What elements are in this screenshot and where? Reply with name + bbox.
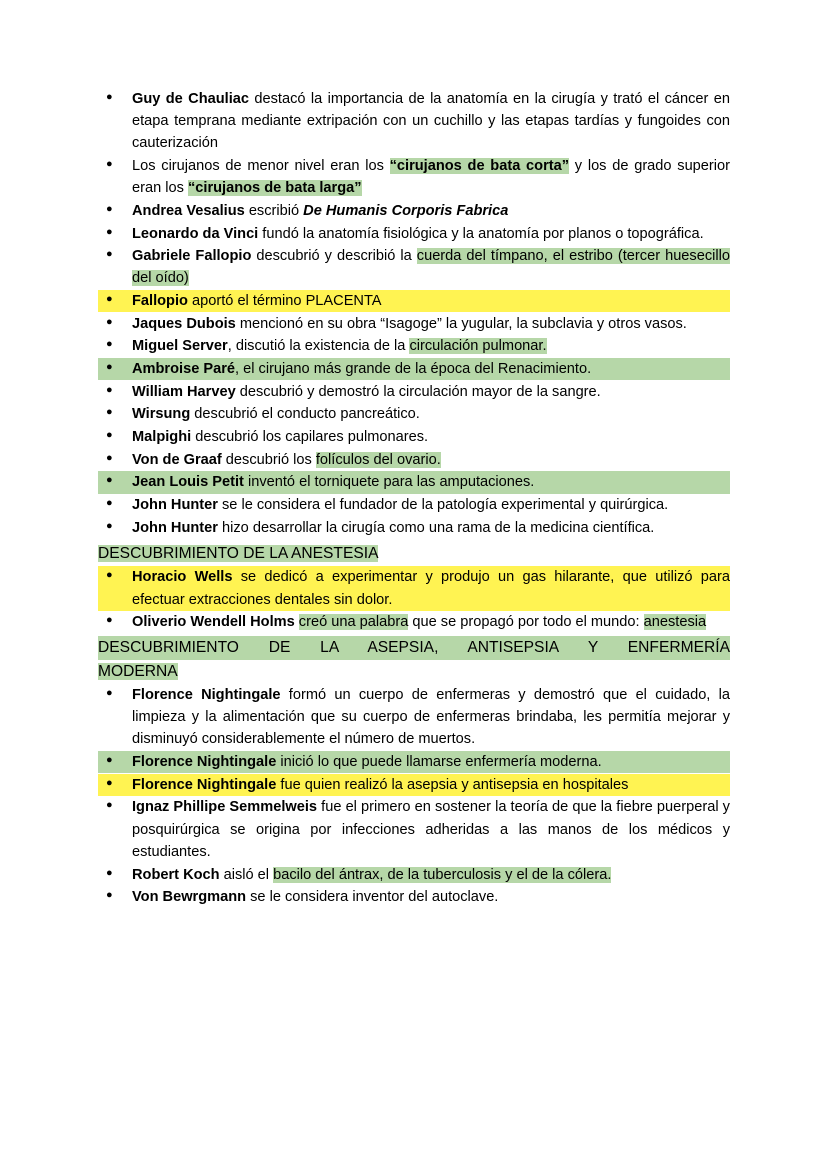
list-item-text: fundó la anatomía fisiológica y la anatomía por planos o topográfica. (258, 225, 704, 242)
list-item-text: John Hunter (132, 519, 218, 536)
list-item (98, 335, 730, 357)
list-item-text: Von Bewrgmann (132, 889, 247, 906)
list-item-text: Jaques Dubois (132, 315, 236, 332)
list-item-text: que se propagó por todo el mundo: (408, 614, 644, 631)
list-item-text: circulación pulmonar. (409, 338, 547, 355)
list-item (98, 245, 730, 289)
list-item-text: se le considera inventor del autoclave. (246, 889, 499, 906)
list-item (98, 223, 730, 245)
section-heading-anesthesia-text: DESCUBRIMIENTO DE LA ANESTESIA (98, 544, 379, 562)
list-item-text: William Harvey (132, 383, 236, 400)
list-item-text: Gabriele Fallopio (132, 248, 252, 265)
list-item-text: descubrió los capilares pulmonares. (191, 429, 429, 446)
list-item-text: cuerda del tímpano, el estribo (tercer huesecillo del oído) (132, 248, 730, 287)
list-item-text: Andrea Vesalius (132, 202, 245, 219)
list-item (98, 684, 730, 751)
list-item-text: hizo desarrollar la cirugía como una rama de la medicina científica. (217, 519, 655, 536)
list-item-text: creó una palabra (298, 614, 409, 631)
list-item-text: Guy de Chauliac (132, 91, 250, 107)
list-item-text: aportó el término PLACENTA (187, 293, 382, 310)
list-item (98, 155, 730, 199)
list-item-text: De Humanis Corporis Fabrica (303, 202, 509, 219)
list-item-text: Wirsung (132, 406, 191, 423)
list-item (98, 200, 730, 222)
list-item-text: Ambroise Paré (132, 361, 236, 378)
list-item-text: formó un cuerpo de enfermeras y demostró que el cuidado, la limpieza y la alimentación que su cuerpo de enfermeras brindaba, les permitía mejorar y disminuyó considerablemente el número de muertos. (132, 687, 730, 748)
list-item-text: inventó el torniquete para las amputaciones. (243, 474, 535, 491)
list-item-text: aisló el (219, 866, 274, 883)
list-item (98, 403, 730, 425)
list-item (98, 774, 730, 796)
list-item-text: descubrió los (221, 451, 316, 468)
list-item-text: descubrió y demostró la circulación mayor de la sangre. (235, 383, 601, 400)
list-item-text: Robert Koch (132, 866, 220, 883)
list-item-text: mencionó en su obra “Isagoge” la yugular, la subclavia y otros vasos. (235, 315, 687, 332)
bullet-list-renaissance (98, 88, 730, 539)
list-item-text: anestesia (643, 614, 707, 631)
list-item-text: Malpighi (132, 429, 192, 446)
list-item-text: Oliverio Wendell Holms (132, 614, 295, 631)
bullet-list-asepsis (98, 684, 730, 908)
section-heading-asepsis (98, 636, 730, 683)
list-item-text: destacó la importancia de la anatomía en la cirugía y trató el cáncer en etapa temprana mediante extripación con un cuchillo y las etapas tardías y fungoides con cauterización (132, 91, 730, 152)
list-item (98, 751, 730, 773)
list-item-text: , el cirujano más grande de la época del Renacimiento. (235, 361, 592, 378)
list-item (98, 381, 730, 403)
list-item (98, 471, 730, 493)
list-item-text: Leonardo da Vinci (132, 225, 259, 242)
list-item-text: fue el primero en sostener la teoría de que la fiebre puerperal y posquirúrgica se origina por infecciones adheridas a las manos de los médicos y estudiantes. (132, 799, 730, 860)
list-item-text: bacilo del ántrax, de la tuberculosis y el de la cólera. (273, 866, 612, 883)
list-item (98, 494, 730, 516)
list-item-text: se le considera el fundador de la patología experimental y quirúrgica. (217, 497, 669, 514)
list-item-text: inició lo que puede llamarse enfermería moderna. (276, 754, 602, 771)
list-item-text: se dedicó a experimentar y produjo un gas hilarante, que utilizó para efectuar extracciones dentales sin dolor. (132, 569, 730, 608)
list-item-text: Florence Nightingale (132, 776, 277, 793)
list-item-text: Von de Graaf (132, 451, 222, 468)
list-item-text: Los cirujanos de menor nivel eran los (132, 158, 390, 175)
list-item (98, 886, 730, 908)
section-heading-anesthesia (98, 542, 730, 565)
list-item-text: Miguel Server (132, 338, 228, 355)
list-item (98, 449, 730, 471)
list-item (98, 566, 730, 610)
list-item (98, 290, 730, 312)
list-item-text: descubrió el conducto pancreático. (190, 406, 420, 423)
list-item (98, 517, 730, 539)
list-item-text: Fallopio (132, 293, 188, 310)
list-item (98, 864, 730, 886)
list-item-text: John Hunter (132, 497, 218, 514)
list-item-text: folículos del ovario. (315, 451, 441, 468)
section-heading-asepsis-line1: DESCUBRIMIENTO DE LA ASEPSIA, ANTISEPSIA Y ENFERMERÍA (98, 636, 730, 659)
list-item (98, 426, 730, 448)
list-item-text: Florence Nightingale (132, 754, 277, 771)
list-item (98, 358, 730, 380)
section-heading-asepsis-line2: MODERNA (98, 662, 178, 680)
list-item (98, 611, 730, 633)
list-item-text: “cirujanos de bata larga” (187, 180, 362, 197)
list-item (98, 88, 730, 155)
list-item (98, 313, 730, 335)
list-item-text: fue quien realizó la asepsia y antisepsia en hospitales (276, 776, 629, 793)
list-item-text: y los de grado superior eran los (132, 158, 730, 197)
list-item-text: Ignaz Phillipe Semmelweis (132, 799, 318, 816)
list-item-text: escribió (244, 202, 304, 219)
list-item-text: , discutió la existencia de la (227, 338, 410, 355)
list-item (98, 796, 730, 863)
list-item-text: “cirujanos de bata corta” (389, 158, 570, 175)
bullet-list-anesthesia (98, 566, 730, 633)
list-item-text: descubrió y describió la (251, 248, 417, 265)
list-item-text: Florence Nightingale (132, 687, 281, 704)
list-item-text: Jean Louis Petit (132, 474, 244, 491)
list-item-text: Horacio Wells (132, 569, 233, 586)
